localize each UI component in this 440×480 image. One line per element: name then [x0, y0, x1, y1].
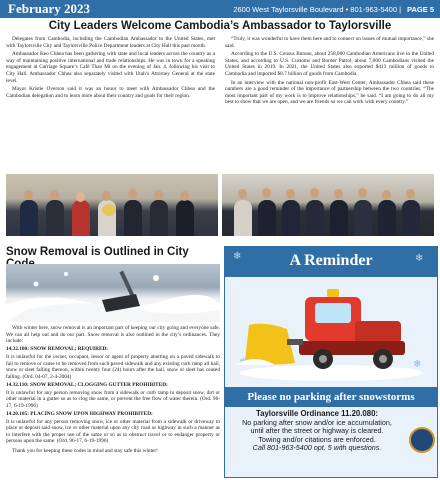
article-body-snow: [6, 325, 220, 475]
article-title-ambassador: City Leaders Welcome Cambodia’s Ambassador to Taylorsville: [48, 20, 392, 32]
photo-row: [6, 174, 434, 236]
snow-shovel-photo: [6, 264, 220, 322]
reminder-title: A Reminder: [289, 252, 373, 269]
notice-line: Towing and/or citations are enforced.: [258, 434, 376, 444]
ordinance-heading: 14.32.100: SNOW REMOVAL; REQUIRED:: [6, 346, 109, 352]
snowflake-icon: ❄: [233, 251, 242, 262]
article-body-ambassador: [6, 36, 434, 172]
ordinance-number: Taylorsville Ordinance 11.20.080:: [255, 409, 379, 418]
ordinance-heading: 14.32.110: SNOW REMOVAL; CLOGGING GUTTER PROHIBITED:: [6, 381, 168, 388]
group-photo-right: [222, 174, 434, 236]
city-address: 2600 West Taylorsville Boulevard • 801-963-5400 |: [233, 4, 402, 14]
paragraph: Ambassador Keo Chhea has been gathering with state and local leaders across the country as a way of maintaining positive international and trade relationships. He was in town for a speaking engagement at Carriage Square’s Café Thao Mi on the evening of Jan. 4, following his visit to City Hall. Ambassador Chhea also separately visited with Utah’s Attorney General at the state level.: [6, 51, 215, 84]
notice-line: No parking after snow and/or ice accumulation,: [242, 417, 392, 427]
issue-month: February 2023: [8, 1, 90, 16]
ordinance-body: It is unlawful for any person removing snow from a sidewalk or curb ramp to deposit snow, dirt or other material in a gutter so as to clog the same, or prevent the free flow of water therein. (Ord. 96-17, 6-19-1996): [6, 389, 220, 409]
page-number: PAGE 5: [407, 4, 434, 14]
paragraph: “Truly, it was wonderful to have them here and to connect on issues of mutual importance,” she said.: [225, 36, 434, 49]
ordinance-body: It is unlawful for any person removing snow, ice or other material from a sidewalk or driveway to place or deposit said snow, ice or other material upon any city road or highway in such a manner as to interfere with the proper use of the same or so as to obstruct travel or to endanger property or persons upon the same. (Ord. 96-17, 6-19-1996): [6, 418, 220, 444]
snowflake-icon: ❄: [413, 359, 422, 370]
paragraph: Delegates from Cambodia, including the Cambodian Ambassador to the United States, met with Taylorsville City and Taylorsville Police Department leaders at City Hall this past month.: [6, 36, 215, 49]
closing-note: Thank you for keeping these codes in mind and stay safe this winter!: [12, 447, 158, 454]
snowplow-illustration: [235, 281, 427, 381]
city-seal-icon: [409, 427, 435, 453]
paragraph: According to the U.S. Census Bureau, about 258,000 Cambodian Americans live in the United States, and according to U.S. Customs and Border Patrol, about 7,000 Cambodians visited the United States in 2019. In 2021, the United States also exported $413 million of goods to Cambodia and imported $8.7 billion of goods from Cambodia.: [225, 51, 434, 77]
snowflake-icon: ❄: [415, 253, 424, 264]
notice-line: until after the street or highway is cleared.: [250, 426, 384, 436]
no-parking-banner: Please no parking after snowstorms: [225, 387, 437, 407]
ordinance-heading: 14.20.105: PLACING SNOW UPON HIGHWAY PROHIBITED:: [6, 410, 153, 417]
ordinance-notice: [229, 410, 405, 453]
paragraph: In an interview with the national non-profit East-West Center, Ambassador Chhea said these numbers are a good reminder of the importance of partnership between the two countries. “The most important part of my work is to improve relationships,” he said. “I am going to do all my best to show that we are open, and we are friends so we can work with every country.”: [225, 79, 434, 106]
paragraph: With winter here, snow removal is an important part of keeping our city going and everyone safe. We can all help out and do our part. Snow removal is also outlined in the city’s ordinances. They include:: [6, 325, 220, 344]
group-photo-left: [6, 174, 218, 236]
snow-scene-graphic: [6, 264, 220, 322]
parking-reminder-box: [224, 246, 438, 478]
ordinance-body: It is unlawful for the owner, occupant, lessor or agent of property abutting on a paved sidewalk to fail to remove or cause to be removed from such paved sidewalk and any existing curb ramp all hail, snow or sleet falling thereon, within twenty four (24) hours after the hail, snow or sleet has ceased falling. (Ord. 04-07, 2-4-2004): [6, 354, 220, 380]
contact-line: Call 801-963-5400 opt. 5 with questions.: [252, 443, 382, 453]
page-header: [0, 0, 440, 18]
article-title-snow: Snow Removal is Outlined in City: [6, 246, 189, 258]
paragraph: Mayor Kristie Overson said it was an honor to meet with Ambassador Chhea and the Cambodian delegation and to learn more about their country and goals for their region.: [6, 86, 215, 99]
